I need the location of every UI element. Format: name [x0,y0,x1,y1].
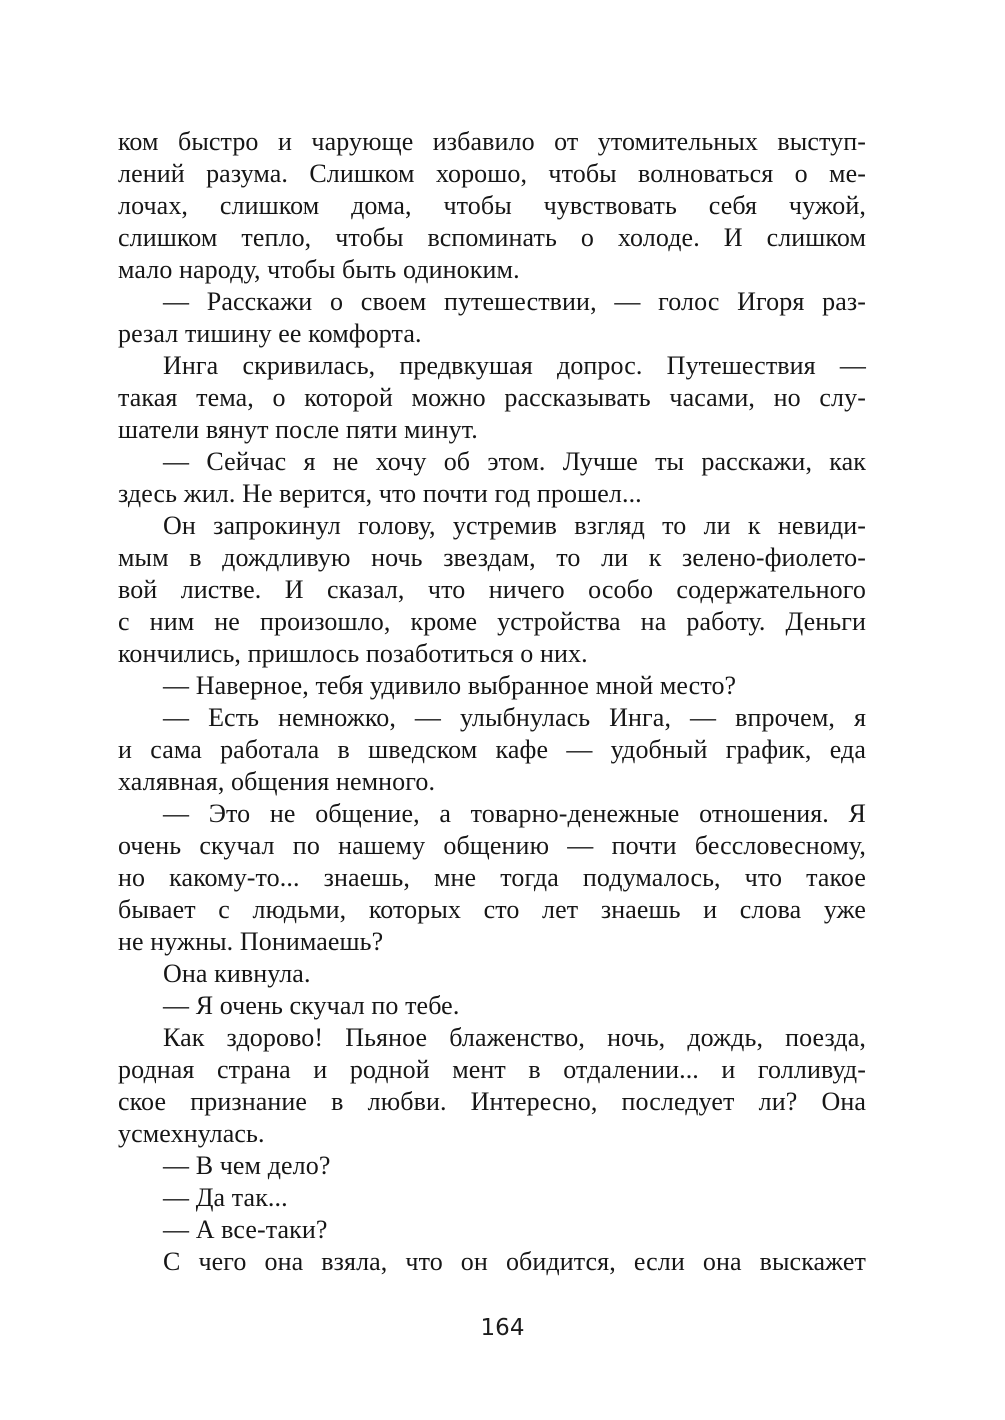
text-line: лений разума. Слишком хорошо, чтобы волноваться о ме- [118,159,866,188]
text-line: — Это не общение, а товарно-денежные отношения. Я [163,799,866,828]
text-line: здесь жил. Не верится, что почти год прошел... [118,479,642,508]
paragraph [118,1182,866,1214]
paragraph [118,510,866,670]
text-line: такая тема, о которой можно рассказывать часами, но слу- [118,383,866,412]
text-line: родная страна и родной мент в отдалении... и голливуд- [118,1055,866,1084]
text-line: С чего она взяла, что он обидится, если она выскажет [163,1247,866,1276]
text-line: ское признание в любви. Интересно, последует ли? Она [118,1087,866,1116]
paragraph [118,1150,866,1182]
text-line: с ним не произошло, кроме устройства на работу. Деньги [118,607,866,636]
paragraph [118,798,866,958]
text-line: шатели вянут после пяти минут. [118,415,478,444]
page-text [118,126,866,1278]
text-line: Она кивнула. [163,959,311,988]
paragraph [118,350,866,446]
text-line: слишком тепло, чтобы вспоминать о холоде. И слишком [118,223,866,252]
paragraph [118,990,866,1022]
text-line: — Да так... [163,1183,288,1212]
paragraph [118,1022,866,1150]
paragraph [118,1214,866,1246]
text-line: — В чем дело? [163,1151,331,1180]
text-line: Как здорово! Пьяное блаженство, ночь, дождь, поезда, [163,1023,866,1052]
text-line: — Расскажи о своем путешествии, — голос Игоря раз- [163,287,866,316]
text-line: Он запрокинул голову, устремив взгляд то ли к невиди- [163,511,866,540]
text-line: — Есть немножко, — улыбнулась Инга, — впрочем, я [163,703,866,732]
text-line: очень скучал по нашему общению — почти бессловесному, [118,831,866,860]
text-line: — Сейчас я не хочу об этом. Лучше ты расскажи, как [163,447,866,476]
text-line: не нужны. Понимаешь? [118,927,384,956]
text-line: ком быстро и чарующе избавило от утомительных выступ- [118,127,866,156]
text-line: — Наверное, тебя удивило выбранное мной место? [163,671,737,700]
paragraph [118,958,866,990]
text-line: но какому-то... знаешь, мне тогда подумалось, что такое [118,863,866,892]
text-line: Инга скривилась, предвкушая допрос. Путешествия — [163,351,866,380]
paragraph [118,126,866,286]
paragraph [118,702,866,798]
text-line: — Я очень скучал по тебе. [163,991,460,1020]
text-line: вой листве. И сказал, что ничего особо содержательного [118,575,866,604]
paragraph [118,1246,866,1278]
paragraph [118,446,866,510]
text-line: бывает с людьми, которых сто лет знаешь и слова уже [118,895,866,924]
text-line: кончились, пришлось позаботиться о них. [118,639,588,668]
text-line: лочах, слишком дома, чтобы чувствовать себя чужой, [118,191,866,220]
text-line: и сама работала в шведском кафе — удобный график, еда [118,735,866,764]
paragraph [118,670,866,702]
text-line: мым в дождливую ночь звездам, то ли к зелено-фиолето- [118,543,866,572]
paragraph [118,286,866,350]
text-line: — А все-таки? [163,1215,328,1244]
text-line: халявная, общения немного. [118,767,436,796]
text-line: усмехнулась. [118,1119,265,1148]
text-line: резал тишину ее комфорта. [118,319,422,348]
page-number: 164 [480,1315,525,1341]
text-line: мало народу, чтобы быть одиноким. [118,255,520,284]
